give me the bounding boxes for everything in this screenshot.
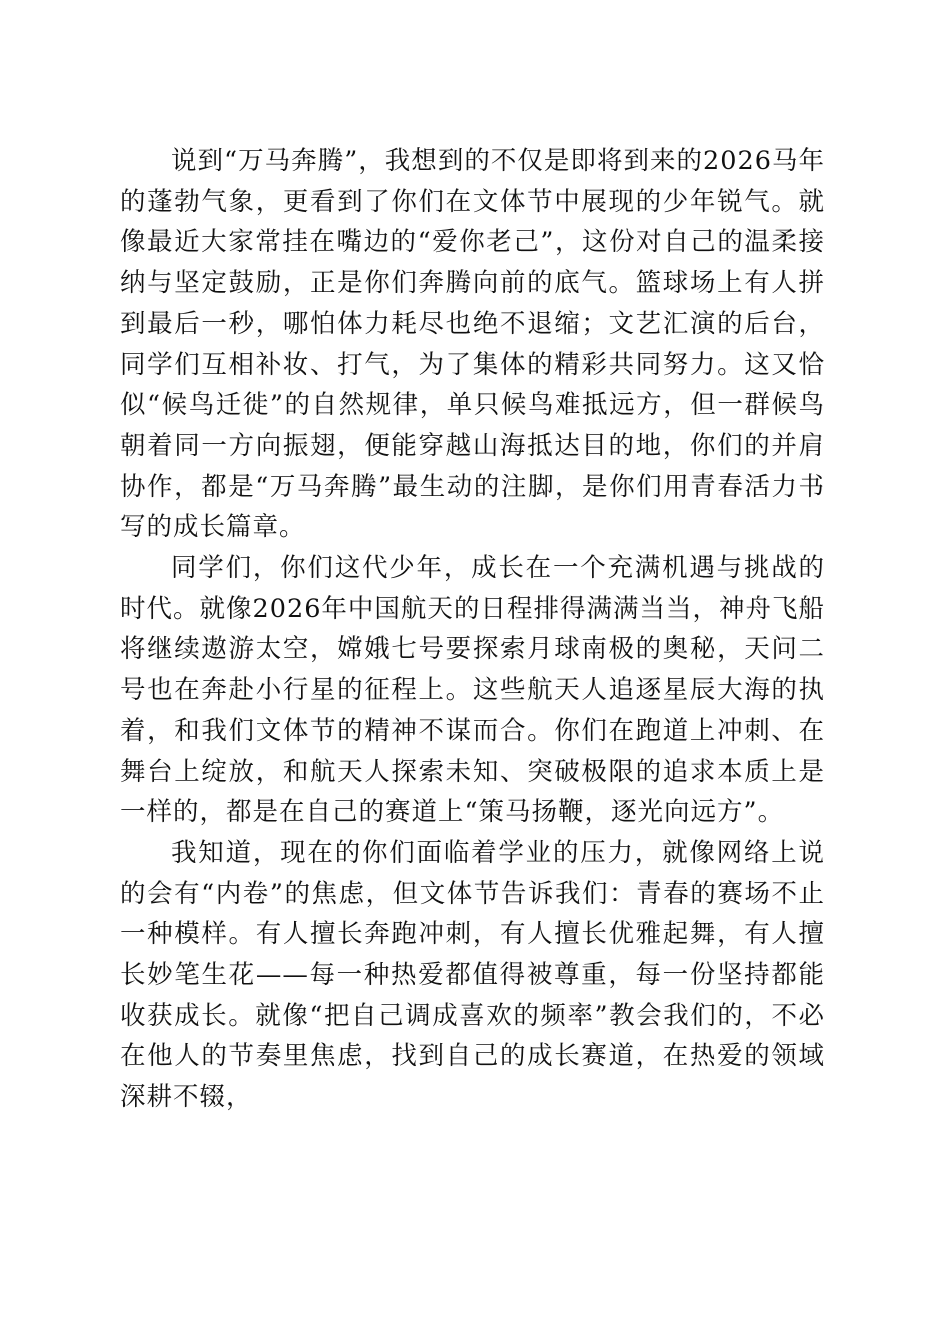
paragraph-3: 我知道，现在的你们面临着学业的压力，就像网络上说的会有“内卷”的焦虑，但文体节告诉我们：青春的赛场不止一种模样。有人擅长奔跑冲刺，有人擅长优雅起舞，有人擅长妙笔生花——每一种热爱都值得被尊重，每一份坚持都能收获成长。就像“把自己调成喜欢的频率”教会我们的，不必在他人的节奏里焦虑，找到自己的成长赛道，在热爱的领域深耕不辍， [120,837,825,1113]
paragraph-1: 说到“万马奔腾”，我想到的不仅是即将到来的2026马年的蓬勃气象，更看到了你们在文体节中展现的少年锐气。就像最近大家常挂在嘴边的“爱你老己”，这份对自己的温柔接纳与坚定鼓励，正是你们奔腾向前的底气。篮球场上有人拼到最后一秒，哪怕体力耗尽也绝不退缩；文艺汇演的后台，同学们互相补妆、打气，为了集体的精彩共同努力。这又恰似“候鸟迁徙”的自然规律，单只候鸟难抵远方，但一群候鸟朝着同一方向振翅，便能穿越山海抵达目的地，你们的并肩协作，都是“万马奔腾”最生动的注脚，是你们用青春活力书写的成长篇章。 [120,146,825,543]
paragraph-2: 同学们，你们这代少年，成长在一个充满机遇与挑战的时代。就像2026年中国航天的日程排得满满当当，神舟飞船将继续遨游太空，嫦娥七号要探索月球南极的奥秘，天问二号也在奔赴小行星的征程上。这些航天人追逐星辰大海的执着，和我们文体节的精神不谋而合。你们在跑道上冲刺、在舞台上绽放，和航天人探索未知、突破极限的追求本质上是一样的，都是在自己的赛道上“策马扬鞭，逐光向远方”。 [120,553,825,828]
document-body [120,141,825,1118]
